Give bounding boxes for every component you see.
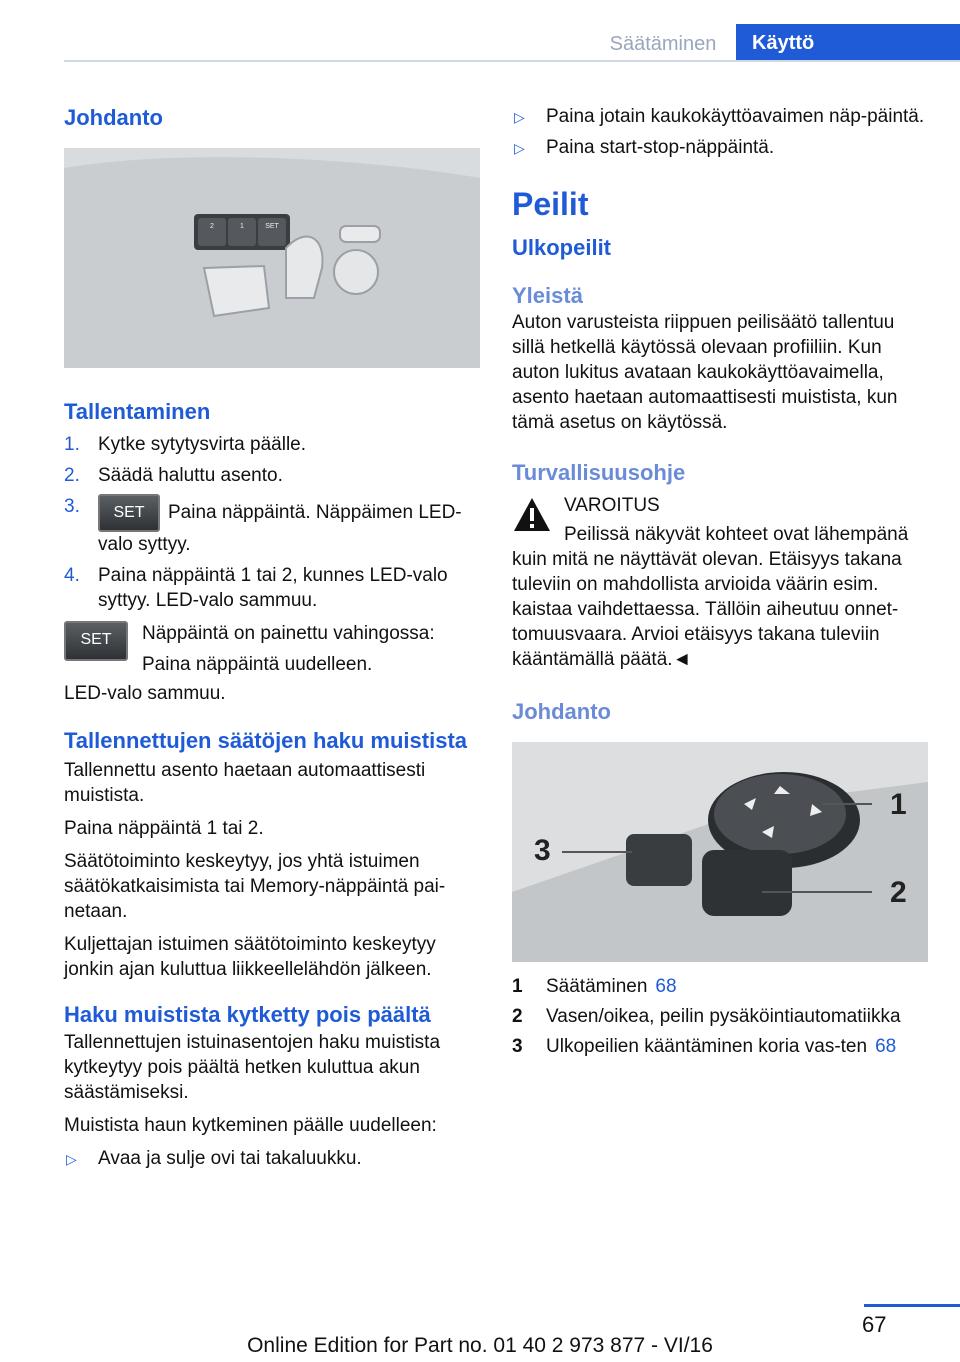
paragraph: Paina näppäintä 1 tai 2. [64,818,264,839]
right-column [512,96,928,1064]
step-number: 2. [64,465,80,486]
seat-button-set-label: SET [265,223,279,230]
mirrors-heading: Peilit [512,186,589,222]
step-text: Kytke sytytysvirta päälle. [98,434,307,455]
list-item [512,1004,928,1029]
off-heading: Haku muistista kytketty pois päältä [64,1002,431,1027]
warning-block [512,493,928,672]
bullet-text: Paina start-stop-näppäintä. [546,137,775,158]
legend-text: Ulkopeilien kääntäminen koria vas-ten [546,1036,868,1057]
list-item [64,432,480,457]
list-item [64,463,480,488]
list-item [512,104,928,129]
note-after: LED-valo sammuu. [64,683,226,704]
save-heading: Tallentaminen [64,399,211,424]
intro-heading: Johdanto [64,105,163,130]
note-line: Paina näppäintä uudelleen. [142,654,373,675]
mirror-control-illustration [512,742,928,962]
mirror-intro-heading: Johdanto [512,699,611,724]
set-key-icon: SET [64,621,128,661]
seat-control-illustration [64,148,480,368]
page-reference-link[interactable]: 68 [875,1036,897,1057]
page-reference-link[interactable]: 68 [655,976,677,997]
warning-triangle-icon [512,495,552,535]
step-number: 1. [64,434,80,455]
step-number: 3. [64,496,80,517]
top-bullets [512,104,928,160]
paragraph: Säätötoiminto keskeytyy, jos yhtä istuimen säätökatkaisimista tai Memory-näppäintä pai-netaan. [64,851,446,922]
paragraph: Kuljettajan istuimen säätötoiminto keskeytyy jonkin ajan kuluttua liikkeellelähdön jälkeen. [64,934,436,980]
mirror-control-photo [512,742,928,962]
bullet-text: Avaa ja sulje ovi tai takaluukku. [98,1148,362,1169]
warning-text: Peilissä näkyvät kohteet ovat lähempänä kuin mitä ne näyttävät olevan. Etäisyys takana tuleviin on mahdollista arvioida väärin esim. kaistaa vaihdettaessa. Tällöin aiheutuu onnet-tomuusvaara. Arvioi etäisyys takana tuleviin kääntämällä päätä.◄ [512,524,909,670]
recall-heading: Tallennettujen säätöjen haku muistista [64,728,468,753]
legend-key: 3 [512,1036,523,1057]
safety-heading: Turvallisuusohje [512,460,686,485]
list-item [64,494,480,557]
paragraph: Tallennettu asento haetaan automaattisesti muistista. [64,760,426,806]
legend-text: Säätäminen [546,976,648,997]
seat-button-1-label: 1 [240,223,244,230]
list-item [512,135,928,160]
mirror-legend [512,974,928,1059]
paragraph: Muistista haun kytkeminen päälle uudelleen: [64,1115,437,1136]
header-chapter: Käyttö [736,24,960,62]
step-text: Paina näppäintä. Näppäimen LED-valo syttyy. [98,502,462,555]
list-item [512,1034,928,1059]
triangle-bullet-icon: ▷ [66,1151,77,1167]
header-rule [64,60,960,62]
callout-2: 2 [890,876,907,909]
triangle-bullet-icon: ▷ [514,140,525,156]
edition-footer: Online Edition for Part no. 01 40 2 973 877 - VI/16 [247,1334,713,1357]
list-item [512,974,928,999]
seat-control-photo [64,148,480,368]
legend-text: Vasen/oikea, peilin pysäköintiautomatiikka [546,1006,901,1027]
callout-3: 3 [534,834,551,867]
step-text: Säädä haluttu asento. [98,465,283,486]
footer-rule [864,1304,960,1307]
left-column [64,96,480,1177]
save-steps [64,432,480,613]
note-line: Näppäintä on painettu vahingossa: [142,623,435,644]
legend-key: 1 [512,976,523,997]
bullet-text: Paina jotain kaukokäyttöavaimen näp-päintä. [546,106,925,127]
outer-mirrors-heading: Ulkopeilit [512,235,612,260]
off-bullets [64,1146,480,1171]
header-section: Säätäminen [609,33,717,55]
page-number: 67 [862,1312,887,1337]
list-item [64,563,480,613]
list-item [64,1146,480,1171]
step-number: 4. [64,565,80,586]
triangle-bullet-icon: ▷ [514,109,525,125]
warning-title: VAROITUS [564,495,660,516]
legend-key: 2 [512,1006,523,1027]
callout-1: 1 [890,788,907,821]
general-heading: Yleistä [512,283,583,308]
general-text: Auton varusteista riippuen peilisäätö tallentuu sillä hetkellä käytössä olevaan profiiliin. Kun auton lukitus avataan kaukokäyttöavaimella, asento haetaan automaattisesti muistista, kun tämä asetus on käytössä. [512,312,898,433]
accidental-press-note [64,621,480,677]
paragraph: Tallennettujen istuinasentojen haku muistista kytkeytyy pois päältä hetken kuluttua akun säästämiseksi. [64,1032,441,1103]
step-text: Paina näppäintä 1 tai 2, kunnes LED-valo syttyy. LED-valo sammuu. [98,565,448,611]
set-key-icon: SET [98,494,160,532]
seat-button-2-label: 2 [210,223,214,230]
